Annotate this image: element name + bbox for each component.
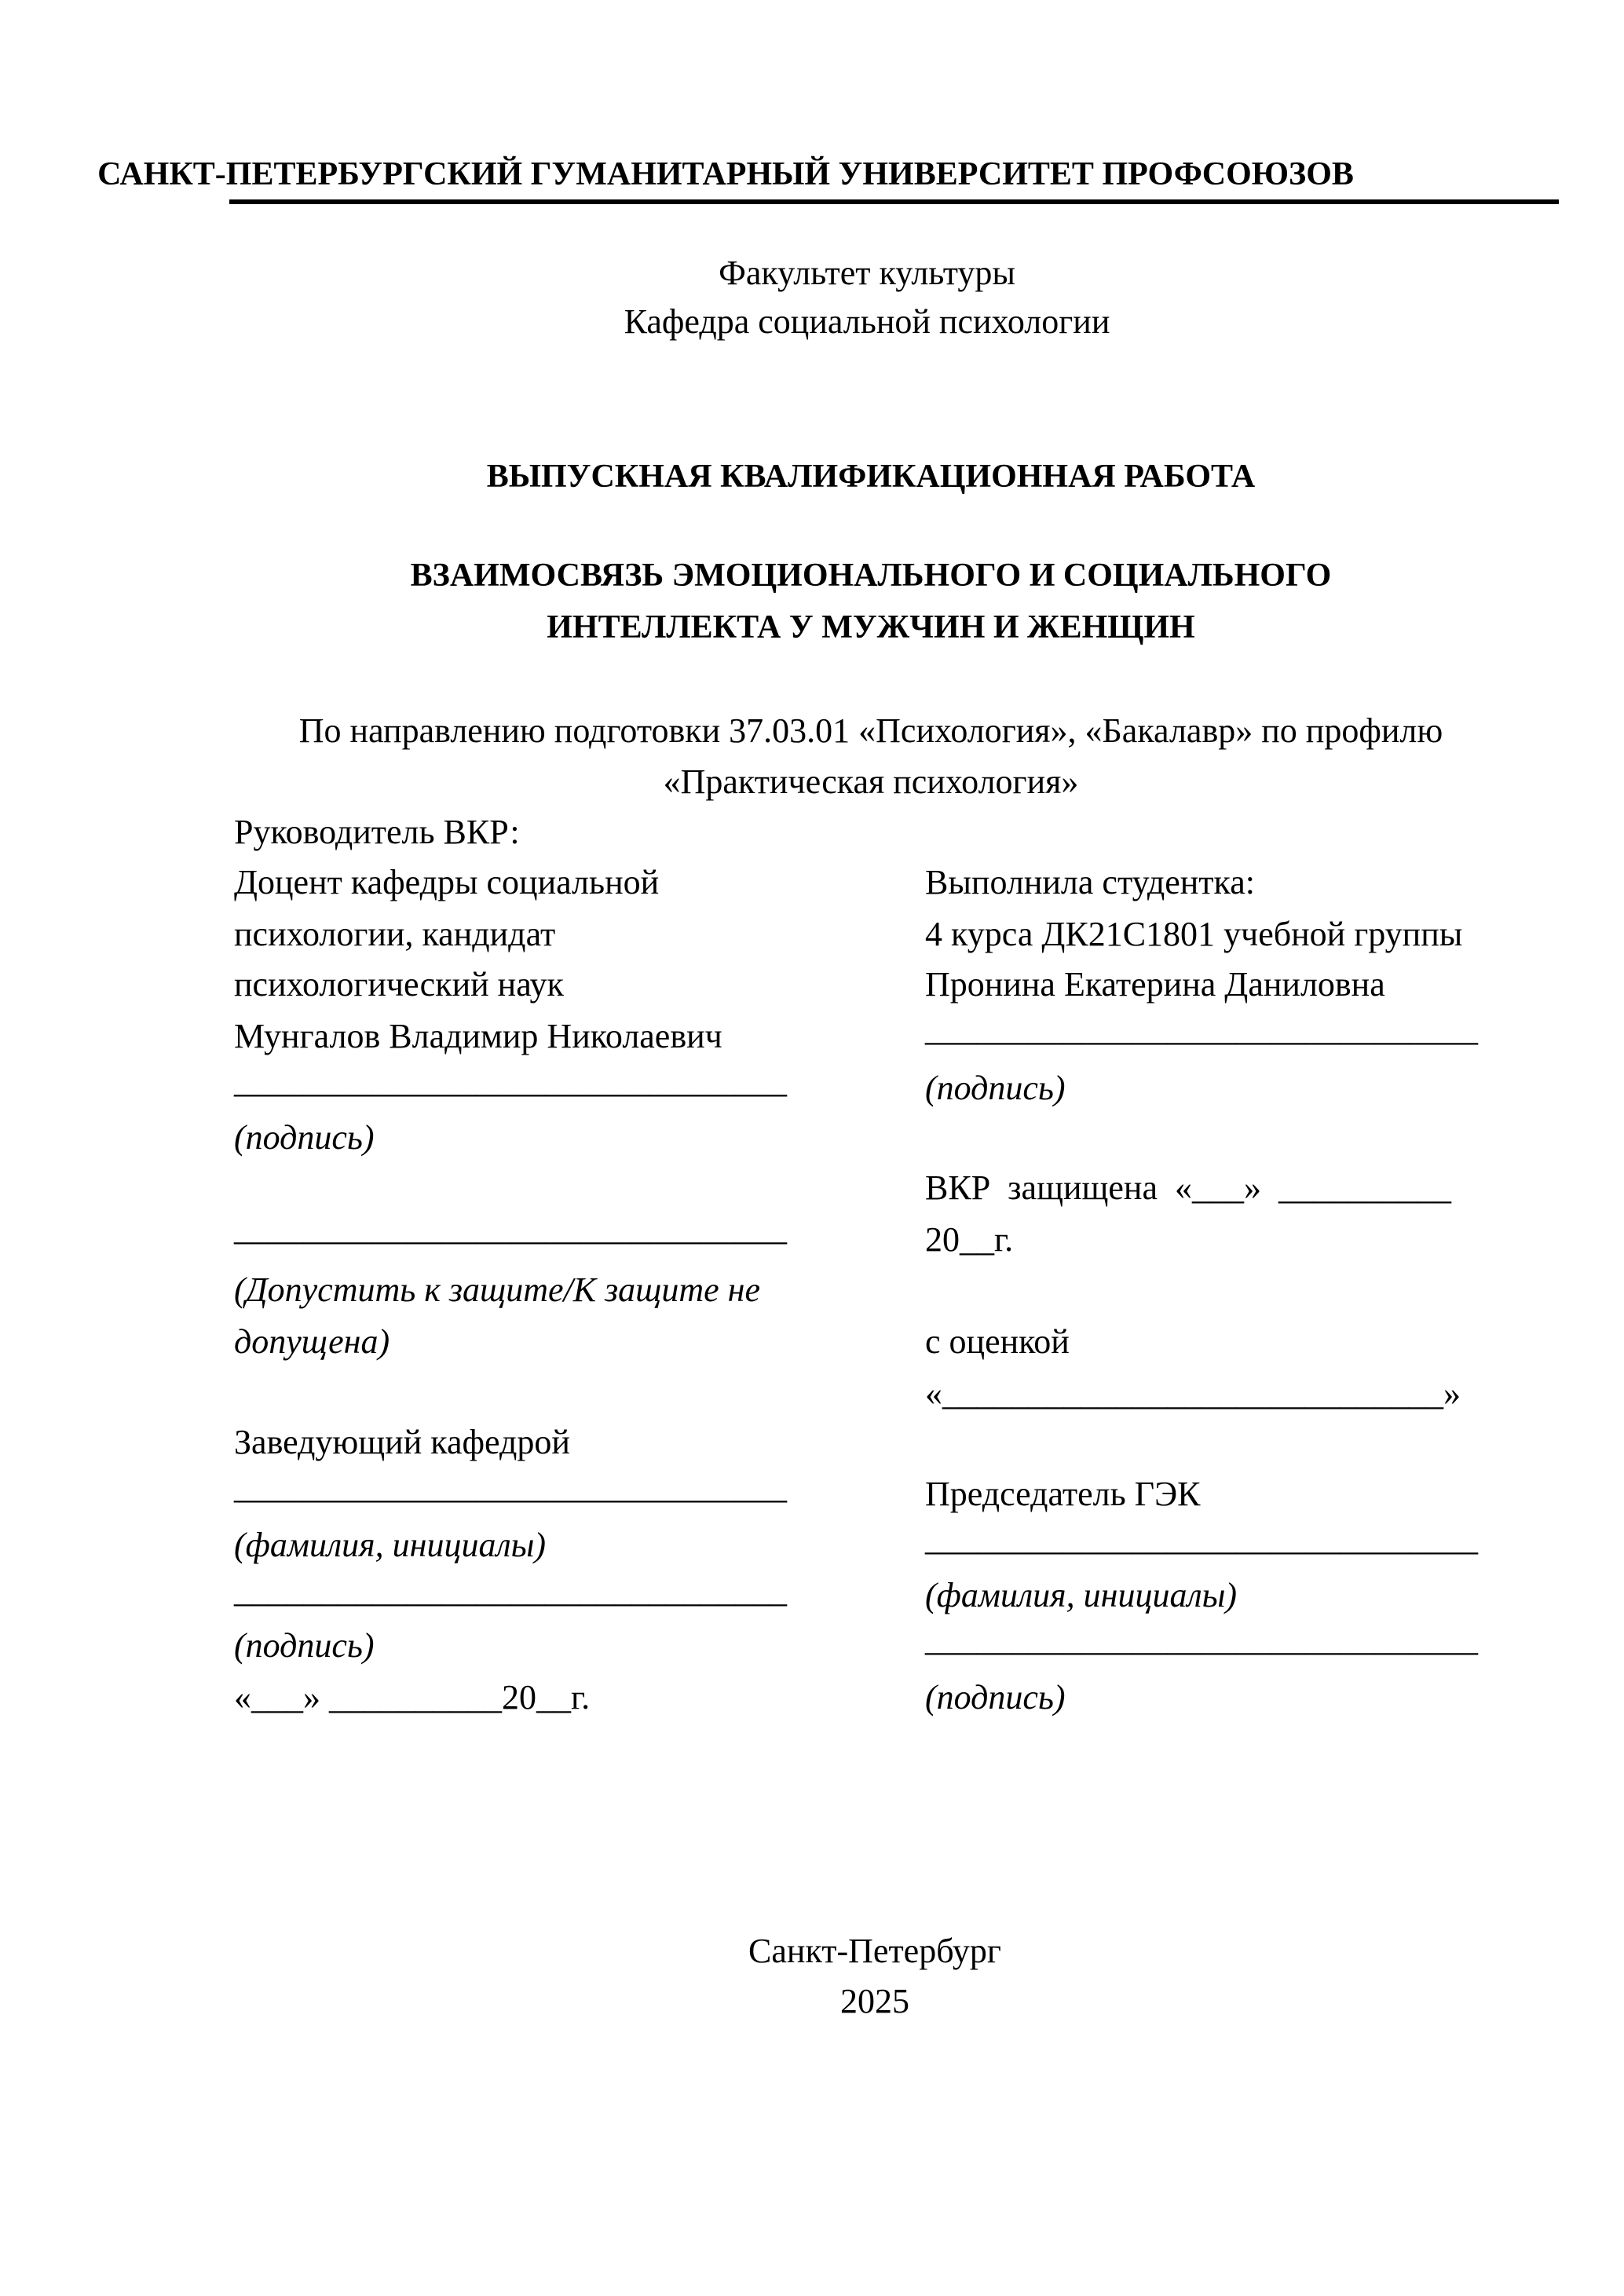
chair-signature-hint: (подпись) — [925, 1678, 1066, 1717]
student-label: Выполнила студентка: — [925, 863, 1255, 901]
student-name: Пронина Екатерина Даниловна — [925, 965, 1385, 1004]
work-type: ВЫПУСКНАЯ КВАЛИФИКАЦИОННАЯ РАБОТА — [486, 459, 1256, 495]
header-rule — [229, 199, 1559, 204]
chair-label: Председатель ГЭК — [925, 1475, 1201, 1513]
defended-year: 20__г. — [925, 1220, 1014, 1259]
signature-hint: (подпись) — [234, 1118, 375, 1157]
signature-line: ________________________________ — [234, 1062, 787, 1100]
head-label: Заведующий кафедрой — [234, 1423, 570, 1461]
supervisor-position: Доцент кафедры социальной — [234, 863, 660, 901]
grade-label: с оценкой — [925, 1322, 1070, 1361]
direction-line-2: «Практическая психология» — [663, 762, 1079, 801]
supervisor-position: психологический наук — [234, 965, 564, 1004]
admission-hint: допущена) — [234, 1322, 390, 1361]
chair-name-hint: (фамилия, инициалы) — [925, 1576, 1238, 1614]
admission-line: ________________________________ — [234, 1209, 787, 1248]
student-signature-line: ________________________________ — [925, 1010, 1478, 1048]
head-signature-line: ________________________________ — [234, 1571, 787, 1610]
chair-name-line: ________________________________ — [925, 1519, 1478, 1558]
supervisor-position: психологии, кандидат — [234, 915, 556, 953]
topic-line-1: ВЗАИМОСВЯЗЬ ЭМОЦИОНАЛЬНОГО И СОЦИАЛЬНОГО — [410, 558, 1332, 594]
student-group: 4 курса ДК21С1801 учебной группы — [925, 915, 1463, 953]
chair-signature-line: ________________________________ — [925, 1620, 1478, 1658]
faculty: Факультет культуры — [719, 254, 1015, 292]
head-name-hint: (фамилия, инициалы) — [234, 1526, 547, 1564]
year: 2025 — [840, 1982, 909, 2020]
city: Санкт-Петербург — [748, 1932, 1001, 1970]
topic-line-2: ИНТЕЛЛЕКТА У МУЖЧИН И ЖЕНЩИН — [547, 609, 1195, 645]
date-field: «___» __________20__г. — [234, 1678, 591, 1717]
student-signature-hint: (подпись) — [925, 1069, 1066, 1107]
supervisor-name: Мунгалов Владимир Николаевич — [234, 1017, 722, 1055]
direction-line-1: По направлению подготовки 37.03.01 «Психология», «Бакалавр» по профилю — [298, 711, 1443, 750]
head-name-line: ________________________________ — [234, 1468, 787, 1506]
grade-field: «_____________________________» — [925, 1374, 1461, 1413]
department: Кафедра социальной психологии — [624, 302, 1110, 341]
head-signature-hint: (подпись) — [234, 1626, 375, 1665]
university-name: САНКТ-ПЕТЕРБУРГСКИЙ ГУМАНИТАРНЫЙ УНИВЕРСИТЕТ ПРОФСОЮЗОВ — [97, 156, 1354, 192]
admission-hint: (Допустить к защите/К защите не — [234, 1270, 761, 1309]
defended-date: ВКР защищена «___» __________ — [925, 1168, 1451, 1207]
supervisor-label: Руководитель ВКР: — [234, 813, 520, 851]
